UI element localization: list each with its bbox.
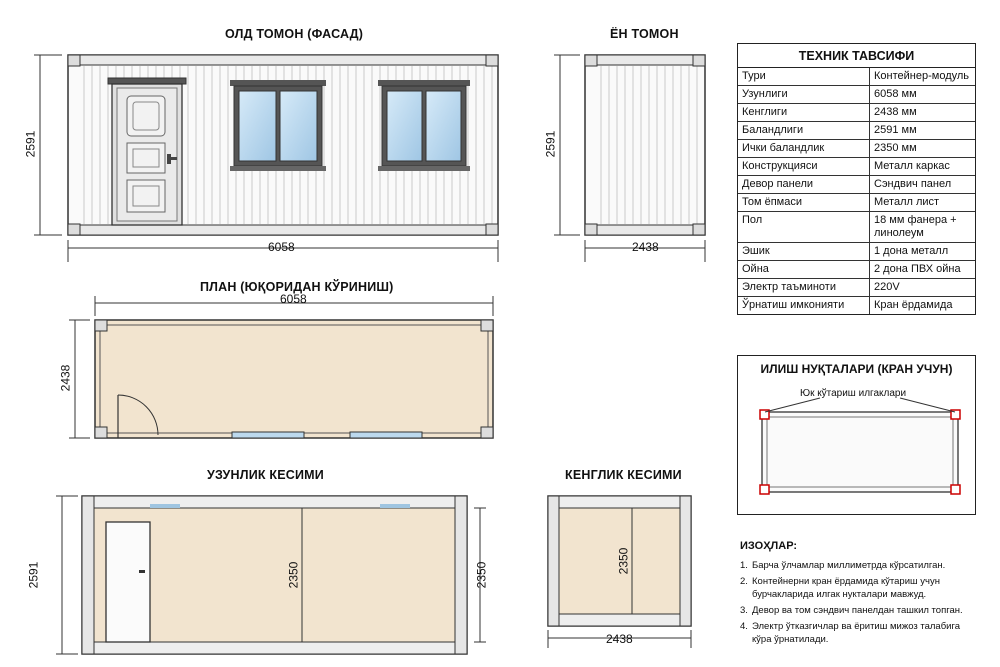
spec-value: 2438 мм	[870, 104, 976, 122]
spec-row	[738, 261, 975, 279]
note-item	[740, 575, 980, 601]
cross-section-title: КЕНГЛИК КЕСИМИ	[565, 468, 682, 482]
spec-value: Металл каркас	[870, 158, 976, 176]
cross-section-inner-height-dim: 2350	[616, 547, 631, 575]
front-elevation	[34, 55, 498, 262]
lift-points-panel	[737, 355, 976, 515]
plan-title: ПЛАН (ЮҚОРИДАН КЎРИНИШ)	[200, 280, 394, 294]
spec-key: Том ёпмаси	[738, 194, 870, 212]
spec-value: 18 мм фанера + линолеум	[870, 212, 976, 243]
note-item	[740, 559, 980, 572]
note-number: 2.	[740, 576, 748, 587]
spec-row	[738, 68, 975, 86]
spec-row	[738, 140, 975, 158]
spec-row	[738, 86, 975, 104]
spec-row	[738, 158, 975, 176]
spec-value: Кран ёрдамида	[870, 297, 976, 315]
note-number: 4.	[740, 621, 748, 632]
front-door	[108, 78, 186, 225]
note-text: Контейнерни кран ёрдамида кўтариш учун бурчакларида илгак нукталари мавжуд.	[752, 576, 940, 600]
spec-table	[737, 43, 976, 315]
spec-value: Металл лист	[870, 194, 976, 212]
plan-view	[69, 296, 493, 438]
spec-key: Электр таъминоти	[738, 279, 870, 297]
note-number: 1.	[740, 560, 748, 571]
notes-title: ИЗОҲЛАР:	[740, 540, 798, 552]
spec-row	[738, 279, 975, 297]
spec-rows	[738, 68, 975, 314]
note-text: Девор ва том сэндвич панелдан ташкил топган.	[752, 605, 963, 616]
spec-value: 2591 мм	[870, 122, 976, 140]
front-window-1	[230, 80, 326, 171]
plan-depth-dim: 2438	[58, 364, 73, 392]
spec-row	[738, 122, 975, 140]
spec-key: Ички баландлик	[738, 140, 870, 158]
lift-caption: Юк кўтариш илгаклари	[800, 388, 907, 399]
spec-value: Контейнер-модуль	[874, 70, 970, 82]
spec-value: Сэндвич панел	[870, 176, 976, 194]
spec-row	[738, 212, 975, 243]
long-section	[56, 496, 489, 654]
spec-title: ТЕХНИК ТАВСИФИ	[738, 44, 975, 68]
spec-value: 2350 мм	[870, 140, 976, 158]
side-elevation-title: ЁН ТОМОН	[610, 27, 679, 41]
plan-width-dim: 6058	[280, 292, 307, 306]
note-item	[740, 604, 980, 617]
spec-row	[738, 297, 975, 315]
spec-row	[738, 176, 975, 194]
front-width-dim: 6058	[268, 240, 295, 254]
spec-key: Тури	[738, 68, 870, 86]
spec-row	[738, 104, 975, 122]
spec-key: Ойна	[738, 261, 870, 279]
notes-list	[740, 559, 980, 646]
note-text: Электр ўтказгичлар ва ёритиш мижоз талабига кўра ўрнатилади.	[752, 621, 961, 645]
long-section-height-dim: 2591	[26, 561, 41, 589]
side-elevation	[554, 55, 705, 262]
note-number: 3.	[740, 605, 748, 616]
long-section-title: УЗУНЛИК КЕСИМИ	[207, 468, 324, 482]
front-window-2	[378, 80, 470, 171]
spec-key: Узунлиги	[738, 86, 870, 104]
spec-value: 2 дона ПВХ ойна	[870, 261, 976, 279]
side-height-dim: 2591	[543, 130, 558, 158]
spec-value: 220V	[870, 279, 976, 297]
spec-key: Девор панели	[738, 176, 870, 194]
front-height-dim: 2591	[23, 130, 38, 158]
spec-key: Пол	[738, 212, 870, 243]
lift-title: ИЛИШ НУҚТАЛАРИ (КРАН УЧУН)	[760, 362, 953, 376]
spec-key: Конструкцияси	[738, 158, 870, 176]
spec-key: Баландлиги	[738, 122, 870, 140]
spec-row	[738, 243, 975, 261]
side-width-dim: 2438	[632, 240, 659, 254]
front-elevation-title: ОЛД ТОМОН (ФАСАД)	[225, 27, 364, 41]
long-section-inner-height-dim: 2350	[286, 561, 301, 589]
note-text: Барча ўлчамлар миллиметрда кўрсатилган.	[752, 560, 946, 571]
note-item	[740, 620, 980, 646]
notes-panel	[740, 540, 980, 649]
spec-key: Ўрнатиш имконияти	[738, 297, 870, 315]
spec-row	[738, 194, 975, 212]
spec-value: 1 дона металл	[870, 243, 976, 261]
spec-key: Кенглиги	[738, 104, 870, 122]
spec-value: 6058 мм	[870, 86, 976, 104]
long-section-inner-height-right-dim: 2350	[474, 561, 489, 589]
cross-section-width-dim: 2438	[606, 632, 633, 646]
spec-key: Эшик	[738, 243, 870, 261]
